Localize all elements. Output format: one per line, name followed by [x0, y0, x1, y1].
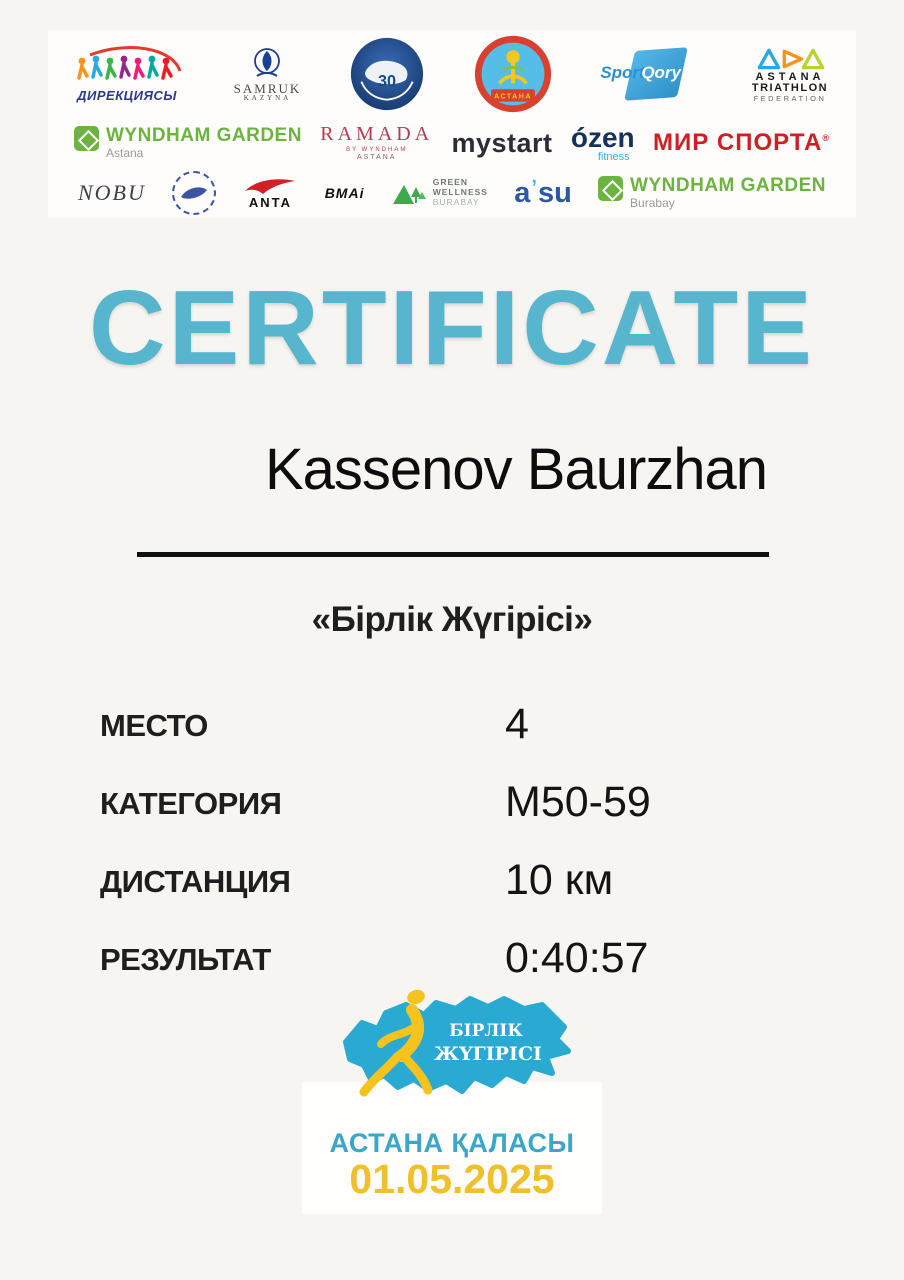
logo-anta: [242, 177, 298, 210]
athlete-name: Kassenov Baurzhan: [264, 437, 768, 502]
asu-apostrophe: ʼ: [531, 176, 537, 199]
logo-samruk-kazyna: [234, 46, 302, 103]
logo-sport-qory: [600, 45, 696, 103]
logo-30-years-emblem: [349, 36, 425, 112]
category-value: M50-59: [505, 778, 651, 826]
wyndham-astana-name: WYNDHAM GARDEN: [106, 125, 302, 147]
samruk-emblem-icon: [249, 46, 285, 82]
sport-qory-word1: Sport: [600, 63, 645, 82]
ozen-fitness-label: fitness: [597, 150, 630, 163]
nobu-name: NOBU: [78, 180, 146, 206]
category-label: КАТЕГОРИЯ: [100, 786, 282, 821]
sport-qory-word2: Qory: [641, 63, 681, 82]
logo-mir-sporta: [653, 130, 830, 155]
ramada-name: RAMADA: [320, 123, 434, 146]
certificate-title: CERTIFICATE: [89, 269, 815, 387]
ramada-sub: BY WYNDHAM: [346, 147, 408, 154]
asu-su: su: [537, 176, 572, 209]
name-underline: [137, 552, 769, 557]
joma-swoosh-icon: [179, 184, 209, 202]
triathlon-line2: TRIATHLON: [751, 82, 829, 95]
anta-name: ANTA: [248, 194, 292, 210]
direkciyasy-label: ДИРЕКЦИЯСЫ: [77, 88, 177, 104]
astana-banner-text: АСТАНА: [493, 92, 532, 101]
anta-swoosh-icon: [242, 177, 298, 195]
event-logo-line1: БІРЛІК: [449, 1021, 523, 1041]
field-row-place: [0, 700, 904, 760]
triathlon-line3: FEDERATION: [753, 93, 827, 103]
triathlon-triangles-icon: [744, 46, 836, 72]
distance-value: 10 км: [505, 856, 614, 904]
sponsor-row-1: [48, 30, 856, 118]
kazyna-label: KAZYNA: [243, 94, 292, 103]
footer-date: 01.05.2025: [349, 1156, 555, 1202]
running-people-icon: [68, 45, 186, 89]
astana-city-emblem-icon: [473, 34, 553, 114]
sponsor-row-3: [48, 168, 856, 218]
green-wellness-line3: BURABAY: [432, 196, 480, 207]
samruk-label: SAMRUK: [233, 80, 302, 96]
sponsor-logo-band: [48, 30, 856, 218]
sponsor-row-2: [48, 118, 856, 168]
event-name: «Бірлік Жүгірісі»: [311, 600, 593, 639]
wyndham-astana-city: Astana: [106, 146, 144, 161]
field-row-category: [0, 778, 904, 838]
logo-astana-emblem: [473, 34, 553, 114]
asu-a: a: [514, 176, 531, 209]
bmai-name: BMAi: [324, 184, 365, 201]
green-wellness-line2: WELLNESS: [432, 187, 488, 198]
ozen-name: ózen: [570, 121, 635, 153]
logo-astana-triathlon-federation: [744, 46, 836, 103]
logo-asu: [514, 178, 572, 208]
logo-joma: [172, 171, 216, 215]
logo-mystart: [452, 129, 553, 157]
event-logo-line2: ЖҮГІРІСІ: [434, 1043, 542, 1065]
ramada-city: ASTANA: [356, 154, 397, 162]
anniversary-30-icon: [349, 36, 425, 112]
logo-green-wellness-burabay: [391, 178, 488, 208]
field-row-distance: [0, 856, 904, 916]
result-value: 0:40:57: [505, 934, 649, 982]
mountain-trees-icon: [391, 178, 427, 208]
green-wellness-line1: GREEN: [432, 177, 468, 188]
anniversary-number: 30: [377, 72, 396, 91]
footer-city: АСТАНА ҚАЛАСЫ: [329, 1128, 575, 1158]
logo-nobu: [78, 181, 146, 204]
logo-bmai: [325, 186, 365, 201]
logo-ramada: [320, 124, 433, 162]
wyndham-burabay-city: Burabay: [630, 196, 675, 211]
mir-sporta-reg-mark: ®: [822, 133, 830, 144]
wyndham-diamond-icon: [598, 176, 623, 201]
mir-sporta-name: МИР СПОРТА: [652, 129, 823, 157]
logo-wyndham-garden-astana: [74, 126, 302, 160]
logo-ozen-fitness: [571, 123, 635, 164]
wyndham-burabay-name: WYNDHAM GARDEN: [630, 175, 826, 197]
place-label: МЕСТО: [100, 708, 208, 743]
place-value: 4: [505, 700, 529, 748]
logo-sport-direkciyasy: [68, 45, 186, 103]
logo-wyndham-garden-burabay: [598, 176, 826, 210]
birlik-zhugirisi-logo: [328, 984, 578, 1112]
mystart-name: mystart: [451, 127, 553, 158]
wyndham-diamond-icon: [74, 126, 99, 151]
result-label: РЕЗУЛЬТАТ: [100, 942, 271, 977]
distance-label: ДИСТАНЦИЯ: [100, 864, 291, 899]
triathlon-line1: ASTANA: [755, 70, 825, 83]
